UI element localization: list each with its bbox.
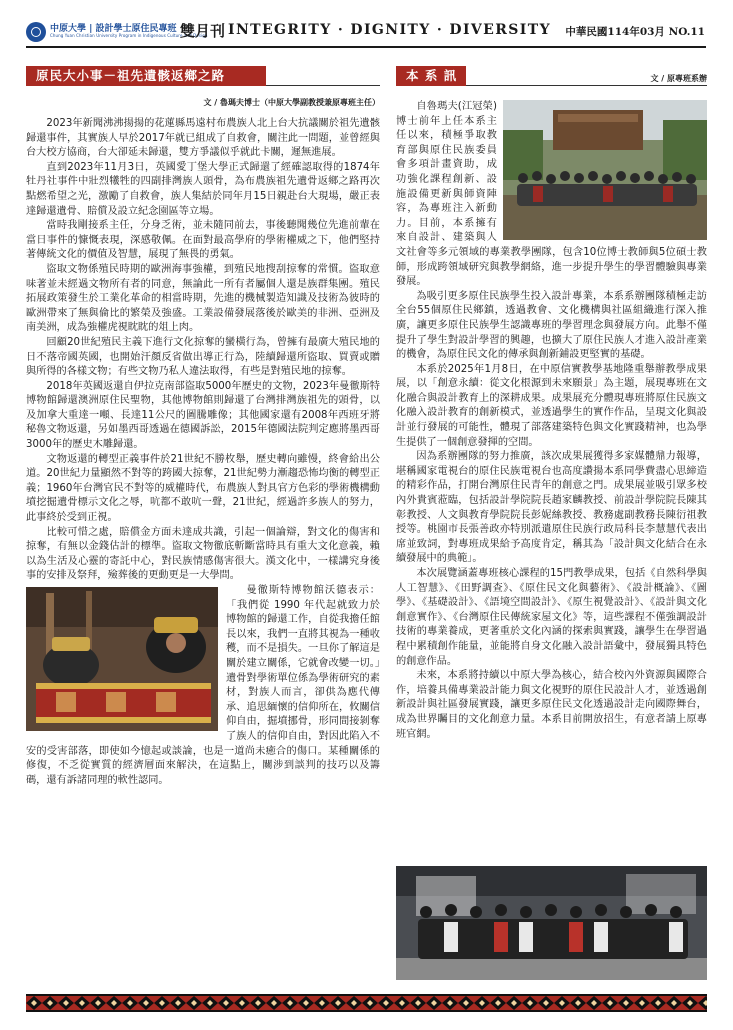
org-name: 中原大學 | 設計學士原住民專班 (50, 24, 177, 34)
ritual-photo (26, 587, 218, 731)
group-photo-indoor (396, 866, 707, 980)
left-paragraph: 2023年新聞沸沸揚揚的花蓮縣馬遠村布農族人北上台大抗議關於祖先遺骸歸還事件，其實族人早於2017年就已組成了自救會，關注此一問題，並曾經與台大校方協商，台大卻延未歸還，雙方爭議似乎就此卡關，遲無進展。 (26, 118, 380, 159)
right-paragraph: 自魯瑪夫(江冠榮)博士前年上任本系主任以來，積極爭取教育部與原住民族委員會多項計畫資助，成功強化課程創新、設施設備更新與師資陣容，為專班注入新動力。目前，本系擁有來自設計、建築與人文社會等多元領域的專業教學團隊，包含10位博士教師與5位碩士教師，形成跨領域研究與教學網絡，進一步提升學生的學習體驗與專業發展。 (396, 101, 707, 288)
left-paragraph: 直到2023年11月3日，英國愛丁堡大學正式歸還了經確認取得的1874年牡丹社事件中壯烈犧牲的四副排灣族人頭骨，為布農族祖先遺骨返鄉之路再次點燃希望之光，激勵了自救會，族人集結於同年月15日親赴台大現場，嚴正表達歸還遺骨、賠償及設立紀念園區等立場。 (26, 161, 380, 217)
group-photo-outdoor (503, 100, 707, 240)
right-paragraph: 本次展覽涵蓋專班核心課程的15門教學成果，包括《自然科學與人工智慧》、《田野調查》、《原住民文化與藝術》、《設計概論》、《圖學》、《基礎設計》、《語境空間設計》、《原生視覺設計》、《設計與文化創意實作》、《台灣原住民傳統家屋文化》等，這些課程不僅強調設計技術的專業養成，更著重於文化內涵的探索與實踐，讓學生在學習過程中累積創作能量，並能將自身文化融入設計語彙中，發展獨具特色的創意作品。 (396, 568, 707, 667)
right-article-body (396, 100, 707, 742)
right-byline: 文 / 原專班系辦 (650, 74, 707, 83)
right-paragraph: 未來，本系將持續以中原大學為核心，結合校內外資源與國際合作，培養具備專業設計能力與文化視野的原住民設計人才，並透過創新設計與社區發展實踐，讓更多原住民文化透過設計走向國際舞台，成為世界矚目的文化創意力量。本系目前開放招生，有意者請上原專班官網。 (396, 670, 707, 740)
left-paragraph: 文物返還的轉型正義事件於21世紀不勝枚舉，歷史轉向雖慢，終會給出公道。20世紀力量顯然不對等的跨國大掠奪，21世紀勢力漸趨恐怖均衡的轉型正義；1960年台灣官民不對等的威權時代，布農族人對具官方色彩的學術機構動墳挖掘遺骨標示文化之辱，吭都不敢吭一聲，21世紀，經過許多族人的努力，此事終於受到正視。 (26, 453, 380, 524)
footer-pattern-band (26, 994, 707, 1012)
left-article-title: 原民大小事－祖先遺骸返鄉之路 (26, 66, 266, 86)
left-paragraph: 比較可惜之處，賠償金方面未達成共識，引起一個論辯，對文化的傷害和掠奪，有無以金錢估計的標準。盜取文物徹底斬斷當時具有重大文化意義，賴以為生活及心靈的寄託中心，對民族情感傷害很大。漢文化中，一樣講究身後事的安排及祭拜，殮葬後的更動更是一大學問。 (26, 526, 380, 582)
right-paragraph: 為吸引更多原住民族學生投入設計專業，本系系辦團隊積極走訪全台55個原住民鄉鎮，透過教會、文化機構與社區組織進行深入推廣，讓更多原住民族學生認識專班的學習理念與發展方向。此舉不僅提升了學生對設計學習的興趣，也擴大了原住民族人才進入設計產業的機會，為原住民文化的傳承與創新鋪設更堅實的基礎。 (396, 290, 707, 361)
right-paragraph: 因為系辦團隊的努力推廣，該次成果展獲得多家媒體鼎力報導，堪稱國家電視台的原住民族電視台也高度讚揚本系同學費盡心思締造的精彩作品，打開台灣原住民青年的創意之門。成果展並吸引眾多校內外貴賓蒞臨，包括設計學院院長趙家麟教授、前設計學院院長陳其彰教授、人文與教育學院院長彭妮絲教授、教務處副教務長陳衍祖教授等。桃園市長張善政亦特別派遣原住民族行政局科長李慧慧代表出席並致詞，對專班成果給予高度肯定，稱其為「設計與文化結合在永續發展中的典範」。 (396, 451, 707, 565)
left-paragraph: 當時我剛接系主任，分身乏術，並未隨同前去，事後聽聞幾位先進前輩在當日事件的慷慨表現，深感敬佩。在面對最高學府的學術權威之下，他們堅持著傳統文化的價值及智慧，展現了無畏的勇氣。 (26, 220, 380, 261)
page-header (0, 0, 733, 48)
right-article-title: 本 系 訊 (396, 66, 466, 86)
org-name-en: Chung Yuan Christian University Program in Indigenous Culture and Design (50, 33, 208, 38)
issue-number: 中華民國114年03月 NO.11 (565, 26, 705, 38)
left-paragraph: 2018年英國返還自伊拉克南部盜取5000年歷史的文物，2023年曼徹斯特博物館歸還澳洲原住民聖物，其他博物館則歸還了台灣排灣族祖先的頭骨，以及加拿大重達一噸、長達11公尺的圖騰雕像；其他國家還有2008年西班牙將秘魯文物返還，另如墨西哥透過在德國訴訟，2015年德國法院判定應將墨西哥3000年的歷史木雕歸還。 (26, 380, 380, 451)
left-article-body (26, 117, 380, 788)
left-paragraph: 回顧20世紀殖民主義下進行文化掠奪的蠻橫行為，曾擁有最廣大殖民地的日不落帝國英國，也開始汗顏反省做出導正行為，陸續歸還所盜取、買賣或贈與所得的各樣文物；有些文物乃私人違法取得，有些是對殖民地的掠奪。 (26, 336, 380, 378)
header-divider (26, 46, 706, 48)
left-paragraph: 曼徹斯特博物館沃德表示：「我們從 1990 年代起就致力於博物館的歸還工作，自從我擔任館長以來，我們一直將其視為一種收穫，而不是損失。一旦你了解這是關於建立關係，它就會改變一切。」遺骨對學術單位係為學術研究的素材，對族人而言，卻供為應代傳承、追思緬懷的信仰所在，攸關信仰自由，掘墳挪骨，形同間接剝奪了族人的信仰自由，對因此陷入不安的受害部落，即使如今憶起或談論，也是一道尚未癒合的傷口。某種關係的修復，不乏從實質的經濟層面來解決，在這點上，關涉到談判的技巧以及籌碼，還有訴諸同理的軟性認同。 (26, 585, 380, 786)
right-paragraph: 本系於2025年1月8日，在中原信實教學基地隆重舉辦教學成果展，以「創意永續：從文化根源到未來願景」為主題，展現專班在文化融合與設計教育上的深耕成果。成果展充分體現專班將原住民族文化融入設計教育的創新模式，並透過學生的實作作品，呈現文化與設計並行發展的可能性，體現了部落建築特色與文化實踐精神，也為學生提供了一個創意發揮的空間。 (396, 363, 707, 448)
right-title-rule (466, 85, 707, 86)
university-logo-icon (26, 22, 46, 42)
publication-title: 雙月刊 (180, 22, 226, 40)
motto: INTEGRITY · DIGNITY · DIVERSITY (228, 22, 551, 38)
left-paragraph: 盜取文物係殖民時期的歐洲海事強權，到殖民地搜刮掠奪的常慣。盜取意味著並未經過文物所有者的同意，無論此一所有者屬個人還是族群集團。殖民拓展政策發生於工業化革命的相當時期，先進的機械製造知識及技術為彼時的歐洲帶來了無與倫比的繁榮及強盛。工業設備發展落後於歐美的非洲、亞洲及南美洲，成為強權虎視眈眈的俎上肉。 (26, 263, 380, 334)
left-title-rule (266, 85, 380, 86)
left-byline: 文 / 魯瑪夫博士（中原大學副教授兼原專班主任） (203, 98, 380, 107)
